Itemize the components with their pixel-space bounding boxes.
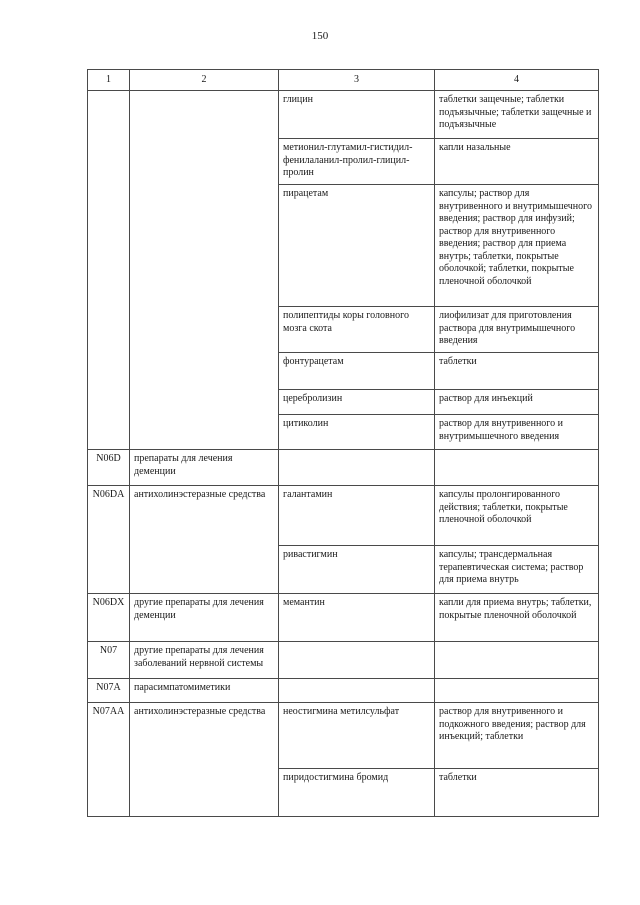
dosage-forms-cell	[435, 450, 599, 486]
group-name-cell: другие препараты для лечения деменции	[130, 594, 279, 642]
atc-code-cell: N06D	[88, 450, 130, 486]
drug-name-cell: ривастигмин	[279, 546, 435, 594]
table-row	[88, 679, 599, 703]
drug-name-cell: мемантин	[279, 594, 435, 642]
dosage-forms-cell: таблетки защечные; таблетки подъязычные; таблетки защечные и подъязычные	[435, 91, 599, 139]
dosage-forms-cell: раствор для внутривенного и внутримышечного введения	[435, 415, 599, 450]
dosage-forms-cell	[435, 679, 599, 703]
drug-name-cell	[279, 642, 435, 679]
drug-name-cell: полипептиды коры головного мозга скота	[279, 307, 435, 353]
table-row	[88, 91, 599, 139]
group-name-cell: антихолинэстеразные средства	[130, 486, 279, 594]
atc-code-cell: N06DX	[88, 594, 130, 642]
drug-name-cell: глицин	[279, 91, 435, 139]
drug-name-cell: церебролизин	[279, 390, 435, 415]
dosage-forms-cell: капсулы; трансдермальная терапевтическая система; раствор для приема внутрь	[435, 546, 599, 594]
dosage-forms-cell: капсулы пролонгированного действия; таблетки, покрытые пленочной оболочкой	[435, 486, 599, 546]
drug-name-cell: цитиколин	[279, 415, 435, 450]
table-row	[88, 450, 599, 486]
column-header: 4	[435, 70, 599, 91]
dosage-forms-cell: лиофилизат для приготовления раствора для внутримышечного введения	[435, 307, 599, 353]
dosage-forms-cell: капсулы; раствор для внутривенного и внутримышечного введения; раствор для инфузий; раствор для внутривенного введения; раствор для приема внутрь; таблетки, покрытые оболочкой; таблетки, покрытые пленочной оболочкой	[435, 185, 599, 307]
table-header-row	[88, 70, 599, 91]
atc-code-cell: N06DA	[88, 486, 130, 594]
drug-name-cell	[279, 450, 435, 486]
drug-name-cell	[279, 679, 435, 703]
dosage-forms-cell: капли назальные	[435, 139, 599, 185]
atc-code-cell: N07A	[88, 679, 130, 703]
dosage-forms-cell: раствор для инъекций	[435, 390, 599, 415]
column-header: 3	[279, 70, 435, 91]
drug-name-cell: неостигмина метилсульфат	[279, 703, 435, 769]
atc-code-cell: N07AA	[88, 703, 130, 817]
drug-name-cell: пиридостигмина бромид	[279, 769, 435, 817]
dosage-forms-cell: капли для приема внутрь; таблетки, покрытые пленочной оболочкой	[435, 594, 599, 642]
group-name-cell: антихолинэстеразные средства	[130, 703, 279, 817]
column-header: 1	[88, 70, 130, 91]
drug-name-cell: галантамин	[279, 486, 435, 546]
drug-name-cell: фонтурацетам	[279, 353, 435, 390]
group-name-cell	[130, 91, 279, 450]
dosage-forms-cell	[435, 642, 599, 679]
table-row	[88, 642, 599, 679]
column-header: 2	[130, 70, 279, 91]
atc-code-cell: N07	[88, 642, 130, 679]
group-name-cell: препараты для лечения деменции	[130, 450, 279, 486]
table-row	[88, 594, 599, 642]
dosage-forms-cell: раствор для внутривенного и подкожного введения; раствор для инъекций; таблетки	[435, 703, 599, 769]
drug-name-cell: пирацетам	[279, 185, 435, 307]
dosage-forms-cell: таблетки	[435, 769, 599, 817]
table-row	[88, 486, 599, 546]
table-row	[88, 703, 599, 769]
group-name-cell: парасимпатомиметики	[130, 679, 279, 703]
atc-code-cell	[88, 91, 130, 450]
page-number: 150	[311, 30, 329, 42]
dosage-forms-cell: таблетки	[435, 353, 599, 390]
drug-name-cell: метионил-глутамил-гистидил-фенилаланил-пролил-глицил-пролин	[279, 139, 435, 185]
drug-table	[87, 69, 599, 817]
group-name-cell: другие препараты для лечения заболеваний нервной системы	[130, 642, 279, 679]
